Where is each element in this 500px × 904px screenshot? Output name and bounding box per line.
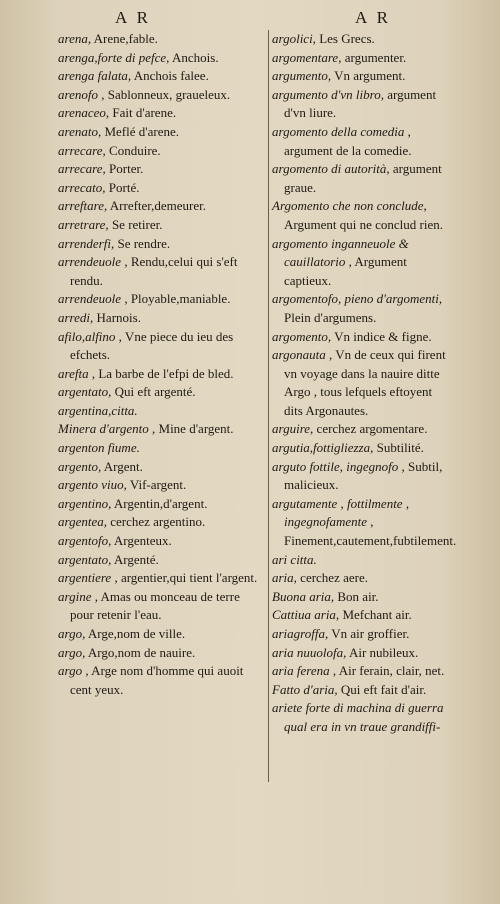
entry-headword: arrecare, [58, 142, 106, 158]
entry-headword: argentina,citta. [58, 402, 138, 418]
entry-headword: arretrare, [58, 216, 109, 232]
entry-definition: Anchois. [171, 49, 219, 65]
entry-headword: arguire, [272, 421, 314, 437]
entry-headword: aria, [272, 570, 297, 586]
dictionary-entry [272, 439, 448, 458]
entry-definition: argumenter. [344, 49, 407, 65]
entry-definition: Plein d'argumens. [284, 309, 377, 325]
entry-headword: argine [58, 588, 92, 604]
entry-headword: argentiere [58, 570, 112, 586]
dictionary-entry [58, 495, 264, 514]
entry-definition: cerchez argomentare. [316, 421, 428, 437]
dictionary-entry [58, 142, 264, 161]
entry-definition: argument graue. [284, 161, 442, 195]
entry-definition: Fait d'arene. [112, 105, 177, 121]
entry-definition: , Amas ou monceau de terre pour retenir l'eau. [70, 588, 240, 623]
dictionary-entry [272, 495, 457, 551]
entry-headword: argomentofo, pieno d'argomenti, [272, 291, 443, 307]
entry-definition: Argenteux. [113, 533, 172, 549]
dictionary-entry [58, 309, 264, 328]
dictionary-entry [272, 458, 448, 495]
dictionary-entry [58, 49, 264, 68]
dictionary-entry [272, 123, 448, 160]
dictionary-entry [58, 67, 264, 86]
entry-headword: arreftare, [58, 198, 108, 214]
dictionary-entry [272, 662, 448, 681]
entry-definition: , Rendu,celui qui s'eft rendu. [70, 254, 238, 288]
dictionary-entry [58, 123, 264, 142]
entry-headword: Minera d'argento [58, 421, 149, 437]
entry-headword: argolici, [272, 31, 316, 46]
entry-definition: Conduire. [109, 142, 161, 158]
dictionary-entry [58, 253, 264, 290]
dictionary-entry [272, 67, 448, 86]
entry-definition: Mefchant air. [342, 607, 412, 623]
left-column-header: A R [115, 8, 151, 27]
dictionary-entry [272, 569, 448, 588]
entry-definition: Argenté. [113, 551, 159, 567]
entry-headword: argonauta [272, 347, 326, 363]
entry-definition: argument d'vn liure. [284, 86, 437, 121]
dictionary-entry [272, 606, 448, 625]
entry-headword: aria ferena [272, 663, 330, 679]
dictionary-entry [272, 86, 448, 123]
dictionary-entry [58, 179, 264, 198]
entry-headword: arena, [58, 31, 92, 46]
entry-definition: , Mine d'argent. [152, 421, 234, 437]
entry-headword: ariete forte di machina di guerra qual era in vn traue grandiffi- [272, 700, 444, 734]
dictionary-entry [272, 551, 448, 570]
dictionary-entry [58, 30, 264, 49]
entry-definition: , Ployable,maniable. [124, 291, 231, 307]
entry-headword: argentea, [58, 514, 107, 530]
entry-definition: Qui eft argenté. [114, 384, 196, 400]
dictionary-entry [272, 681, 448, 700]
dictionary-entry [58, 588, 264, 625]
dictionary-entry [58, 625, 264, 644]
entry-definition: Harnois. [96, 309, 141, 325]
entry-headword: argo, [58, 626, 86, 641]
entry-definition: , argentier,qui tient l'argent. [114, 570, 258, 586]
entry-definition: Arge,nom de ville. [87, 626, 186, 641]
dictionary-entry [272, 235, 448, 291]
entry-headword: arrendeuole [58, 254, 122, 270]
entry-definition: Se retirer. [111, 216, 163, 232]
entry-headword: argomento inganneuole & cauillatorio [272, 235, 409, 270]
entry-definition: Argo,nom de nauire. [87, 644, 196, 660]
dictionary-entry [272, 160, 448, 197]
dictionary-entry [58, 365, 264, 384]
dictionary-entry [58, 476, 264, 495]
entry-headword: argutamente , fottilmente , ingegnofamente [272, 495, 410, 530]
dictionary-entry [58, 104, 264, 123]
entry-headword: arrendeuole [58, 291, 122, 307]
entry-definition: Vn argument. [334, 68, 406, 84]
entry-headword: ari citta. [272, 551, 317, 567]
dictionary-entry [272, 197, 448, 234]
entry-definition: Arene,fable. [93, 31, 158, 46]
dictionary-entry [58, 662, 264, 699]
entry-definition: Argentin,d'argent. [113, 495, 208, 511]
entry-definition: Qui eft fait d'air. [340, 681, 427, 697]
entry-definition: Porter. [109, 161, 144, 177]
dictionary-entry [58, 569, 264, 588]
entry-definition: , Sablonneux, graueleux. [101, 86, 231, 102]
entry-definition: Vif-argent. [129, 477, 187, 493]
dictionary-entry [58, 513, 264, 532]
entry-definition: Vn air groffier. [331, 626, 410, 641]
entry-headword: arenofo [58, 86, 98, 102]
entry-definition: , Vne piece du ieu des efchets. [70, 328, 234, 363]
entry-headword: arenga,forte di pefce, [58, 49, 170, 65]
entry-definition: Arrefter,demeurer. [109, 198, 206, 214]
entry-definition: , Arge nom d'homme qui auoit cent yeux. [70, 663, 244, 697]
entry-headword: Buona aria, [272, 588, 335, 604]
entry-headword: arenga falata, [58, 68, 132, 84]
entry-definition: , Vn de ceux qui firent vn voyage dans la nauire ditte Argo , tous lefquels eftoyent dits Argonautes. [284, 347, 446, 418]
dictionary-entry [58, 383, 264, 402]
entry-headword: argumento, [272, 68, 332, 84]
entry-headword: argento viuo, [58, 477, 127, 493]
dictionary-entry [272, 625, 448, 644]
entry-headword: arguto fottile, ingegnofo [272, 458, 399, 474]
right-column-header: A R [355, 8, 391, 27]
entry-headword: Argomento che non conclude, [272, 198, 427, 214]
entry-definition: Subtilité. [376, 440, 424, 456]
entry-headword: arrecare, [58, 161, 106, 177]
entry-definition: Bon air. [337, 588, 379, 604]
dictionary-entry [58, 532, 264, 551]
dictionary-entry [58, 420, 264, 439]
entry-headword: arrenderfi, [58, 235, 115, 251]
entry-headword: afilo,alfino [58, 328, 116, 344]
column-divider [268, 30, 269, 782]
dictionary-entry [272, 420, 448, 439]
entry-headword: argenton fiume. [58, 440, 140, 456]
entry-headword: arenaceo, [58, 105, 110, 121]
entry-definition: cerchez aere. [300, 570, 368, 586]
entry-definition: , Subtil, malicieux. [284, 458, 443, 493]
entry-headword: argentofo, [58, 533, 112, 549]
entry-definition: Air nubileux. [348, 644, 419, 660]
entry-definition: , La barbe de l'efpi de bled. [91, 365, 234, 381]
dictionary-entry [58, 402, 264, 421]
dictionary-entry [272, 699, 448, 736]
dictionary-entry [272, 346, 448, 420]
entry-headword: aria nuuolofa, [272, 644, 347, 660]
dictionary-entry [272, 49, 448, 68]
entry-headword: argomentare, [272, 49, 342, 65]
entry-headword: arenato, [58, 123, 102, 139]
dictionary-entry [58, 86, 264, 105]
dictionary-entry [272, 30, 448, 49]
dictionary-entry [58, 290, 264, 309]
dictionary-entry [58, 328, 264, 365]
entry-headword: arefta [58, 365, 89, 381]
dictionary-entry [58, 160, 264, 179]
entry-definition: , argument de la comedie. [284, 123, 412, 158]
dictionary-entry [272, 290, 448, 327]
dictionary-entry [58, 197, 264, 216]
entry-headword: argentino, [58, 495, 112, 511]
dictionary-entry [272, 328, 448, 347]
entry-headword: Fatto d'aria, [272, 681, 338, 697]
entry-headword: arrecato, [58, 179, 106, 195]
entry-definition: cerchez argentino. [110, 514, 206, 530]
entry-definition: Argent. [103, 458, 143, 474]
entry-headword: Cattiua aria, [272, 607, 340, 623]
entry-headword: argo [58, 663, 83, 679]
entry-definition: Vn indice & figne. [334, 328, 432, 344]
entry-definition: Les Grecs. [319, 31, 375, 46]
dictionary-entry [58, 458, 264, 477]
entry-headword: argomento della comedia [272, 123, 405, 139]
right-column [272, 30, 457, 737]
entry-headword: arredi, [58, 309, 94, 325]
entry-headword: argumento d'vn libro, [272, 86, 384, 102]
entry-headword: argomento di autorità, [272, 161, 390, 177]
entry-definition: Meflé d'arene. [104, 123, 179, 139]
entry-headword: argutia,fottigliezza, [272, 440, 374, 456]
dictionary-entry [58, 216, 264, 235]
entry-definition: , Argument captieux. [284, 254, 407, 288]
dictionary-entry [58, 439, 264, 458]
left-column [58, 30, 264, 699]
dictionary-entry [58, 235, 264, 254]
dictionary-entry [58, 551, 264, 570]
entry-definition: Se rendre. [117, 235, 171, 251]
dictionary-entry [272, 588, 448, 607]
entry-headword: argo, [58, 644, 86, 660]
entry-headword: argentato, [58, 384, 112, 400]
entry-headword: argomento, [272, 328, 332, 344]
entry-headword: argento, [58, 458, 102, 474]
entry-headword: ariagroffa, [272, 626, 329, 641]
entry-definition: Argument qui ne conclud rien. [284, 216, 443, 232]
entry-definition: Porté. [108, 179, 140, 195]
entry-definition: , Finement,cautement,fubtilement. [284, 514, 457, 549]
dictionary-entry [58, 644, 264, 663]
entry-definition: , Air ferain, clair, net. [332, 663, 445, 679]
dictionary-entry [272, 644, 448, 663]
entry-definition: Anchois falee. [133, 68, 209, 84]
entry-headword: argentato, [58, 551, 112, 567]
